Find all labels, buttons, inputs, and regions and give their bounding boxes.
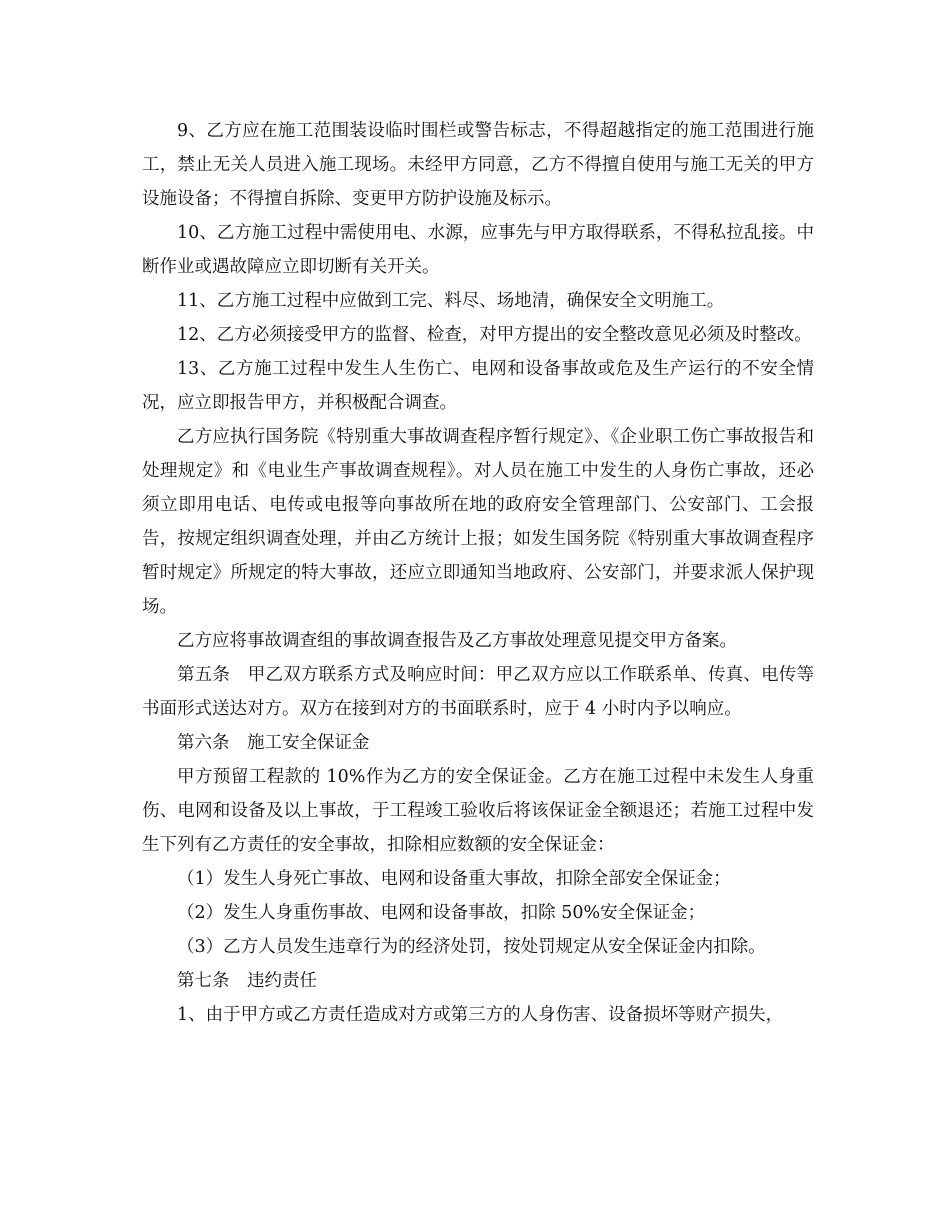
clause-11-paragraph: 11、乙方施工过程中应做到工完、料尽、场地清，确保安全文明施工。 <box>177 291 725 311</box>
article-7-heading: 第七条 违约责任 <box>177 971 317 991</box>
article-6-heading: 第六条 施工安全保证金 <box>177 733 370 753</box>
clause-9-paragraph: 9、乙方应在施工范围装设临时围栏或警告标志，不得超越指定的施工范围进行施工，禁止无关人员进入施工现场。未经甲方同意，乙方不得擅自使用与施工无关的甲方设施设备；不得擅自拆除、变更甲方防护设施及标示。 <box>142 121 814 209</box>
deduction-item-1: （1）发生人身死亡事故、电网和设备重大事故，扣除全部安全保证金； <box>177 869 731 889</box>
clause-10-paragraph: 10、乙方施工过程中需使用电、水源，应事先与甲方取得联系，不得私拉乱接。中断作业或遇故障应立即切断有关开关。 <box>142 223 814 277</box>
clause-13-paragraph: 13、乙方施工过程中发生人生伤亡、电网和设备事故或危及生产运行的不安全情况，应立即报告甲方，并积极配合调查。 <box>142 359 814 413</box>
document-page <box>142 114 814 1032</box>
deposit-paragraph: 甲方预留工程款的 10%作为乙方的安全保证金。乙方在施工过程中未发生人身重伤、电网和设备及以上事故，于工程竣工验收后将该保证金全额退还；若施工过程中发生下列有乙方责任的安全事故，扣除相应数额的安全保证金： <box>142 767 814 855</box>
accident-report-filing-paragraph: 乙方应将事故调查组的事故调查报告及乙方事故处理意见提交甲方备案。 <box>177 631 737 651</box>
clause-12-paragraph: 12、乙方必须接受甲方的监督、检查，对甲方提出的安全整改意见必须及时整改。 <box>177 325 812 345</box>
liability-clause-1: 1、由于甲方或乙方责任造成对方或第三方的人身伤害、设备损坏等财产损失， <box>177 1005 784 1025</box>
article-5-paragraph: 第五条 甲乙双方联系方式及响应时间：甲乙双方应以工作联系单、传真、电传等书面形式送达对方。双方在接到对方的书面联系时，应于 4 小时内予以响应。 <box>142 665 814 719</box>
accident-regulation-paragraph: 乙方应执行国务院《特别重大事故调查程序暂行规定》、《企业职工伤亡事故报告和处理规定》和《电业生产事故调查规程》。对人员在施工中发生的人身伤亡事故，还必须立即用电话、电传或电报等向事故所在地的政府安全管理部门、公安部门、工会报告，按规定组织调查处理，并由乙方统计上报；如发生国务院《特别重大事故调查程序暂时规定》所规定的特大事故，还应立即通知当地政府、公安部门，并要求派人保护现场。 <box>142 427 814 617</box>
deduction-item-2: （2）发生人身重伤事故、电网和设备事故，扣除 50%安全保证金； <box>177 903 706 923</box>
deduction-item-3: （3）乙方人员发生违章行为的经济处罚，按处罚规定从安全保证金内扣除。 <box>177 937 766 957</box>
